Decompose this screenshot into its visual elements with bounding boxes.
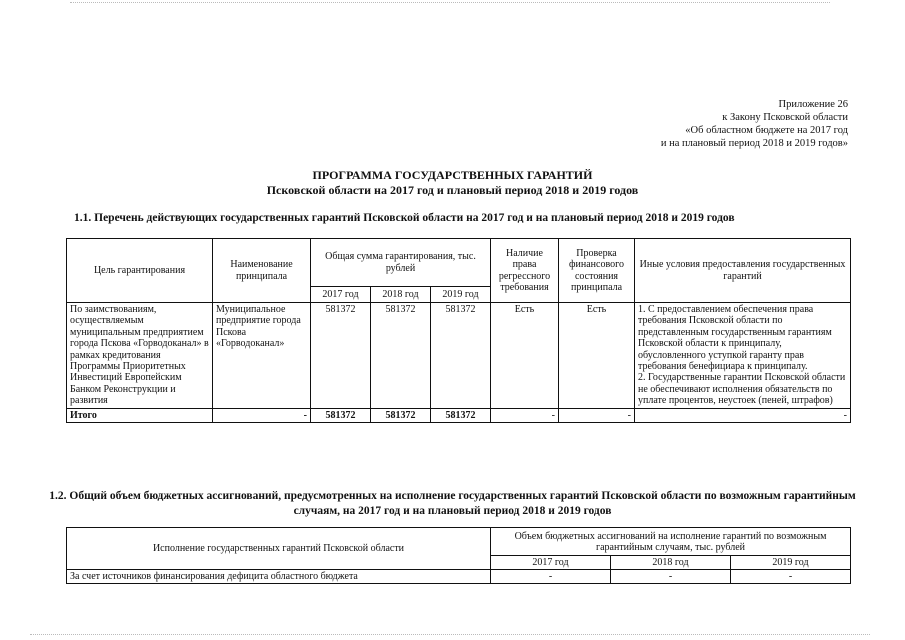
row-other — [635, 303, 851, 409]
scan-noise-top — [70, 2, 830, 3]
header-other: Иные условия предоставления государственных гарантий — [635, 239, 851, 303]
appendix-line-4: и на плановый период 2018 и 2019 годов» — [660, 138, 848, 149]
header-2018: 2018 год — [371, 287, 431, 303]
row-2017: - — [491, 570, 611, 584]
total-row — [67, 408, 851, 422]
header-execution: Исполнение государственных гарантий Псковской области — [67, 528, 491, 570]
row-2019: - — [731, 570, 851, 584]
header-2017: 2017 год — [311, 287, 371, 303]
row-other-condition-1: 1. С предоставлением обеспечения права требования Псковской области по представленным государственным гарантиям Псковской области к принципалу, обусловленного уступкой гаранту прав требования бенефициара к принципалу. — [638, 304, 832, 373]
scan-noise-bottom — [30, 634, 870, 635]
total-principal: - — [213, 408, 311, 422]
section-1-heading: 1.1. Перечень действующих государственных гарантий Псковской области на 2017 год и на плановый период 2018 и 2019 годов — [74, 212, 735, 224]
title-main: ПРОГРАММА ГОСУДАРСТВЕННЫХ ГАРАНТИЙ — [312, 168, 593, 182]
header-check: Проверка финансового состояния принципала — [559, 239, 635, 303]
total-regress: - — [491, 408, 559, 422]
budget-allocations-table — [66, 527, 851, 584]
header-regress: Наличие права регрессного требования — [491, 239, 559, 303]
header-volume: Объем бюджетных ассигнований на исполнение гарантий по возможным гарантийным случаям, тыс. рублей — [491, 528, 851, 556]
section-2-heading: 1.2. Общий объем бюджетных ассигнований, предусмотренных на исполнение государственных гарантий Псковской области по возможным гарантийным случаям, на 2017 год и на плановый период 2018 и 2019 годов — [49, 490, 856, 517]
row-2018: 581372 — [371, 303, 431, 409]
table-row — [67, 303, 851, 409]
guarantees-table — [66, 238, 851, 423]
header-2019: 2019 год — [431, 287, 491, 303]
header-2018: 2018 год — [611, 556, 731, 570]
row-other-condition-2: 2. Государственные гарантии Псковской области не обеспечивают исполнения обязательств по уплате процентов, неустоек (пеней, штрафов) — [638, 372, 846, 407]
header-principal: Наименование принципала — [213, 239, 311, 303]
row-purpose: По заимствованиям, осуществляемым муниципальным предприятием города Пскова «Горводоканал» в рамках кредитования Программы Приоритетных Инвестиций Европейским Банком Реконструкции и развития — [67, 303, 213, 409]
row-2019: 581372 — [431, 303, 491, 409]
header-2017: 2017 год — [491, 556, 611, 570]
row-check: Есть — [559, 303, 635, 409]
total-label: Итого — [67, 408, 213, 422]
table-row — [67, 570, 851, 584]
appendix-line-3: «Об областном бюджете на 2017 год — [685, 125, 848, 136]
title-sub: Псковской области на 2017 год и плановый период 2018 и 2019 годов — [266, 183, 639, 197]
total-2017: 581372 — [311, 408, 371, 422]
document-title — [0, 168, 905, 198]
row-principal: Муниципальное предприятие города Пскова «Горводоканал» — [213, 303, 311, 409]
header-2019: 2019 год — [731, 556, 851, 570]
row-label: За счет источников финансирования дефицита областного бюджета — [67, 570, 491, 584]
row-regress: Есть — [491, 303, 559, 409]
total-2019: 581372 — [431, 408, 491, 422]
appendix-line-1: Приложение 26 — [778, 99, 848, 110]
header-total: Общая сумма гарантирования, тыс. рублей — [311, 239, 491, 287]
total-check: - — [559, 408, 635, 422]
row-2017: 581372 — [311, 303, 371, 409]
total-2018: 581372 — [371, 408, 431, 422]
appendix-line-2: к Закону Псковской области — [722, 112, 848, 123]
total-other: - — [635, 408, 851, 422]
header-purpose: Цель гарантирования — [67, 239, 213, 303]
row-2018: - — [611, 570, 731, 584]
appendix-reference — [661, 98, 848, 150]
